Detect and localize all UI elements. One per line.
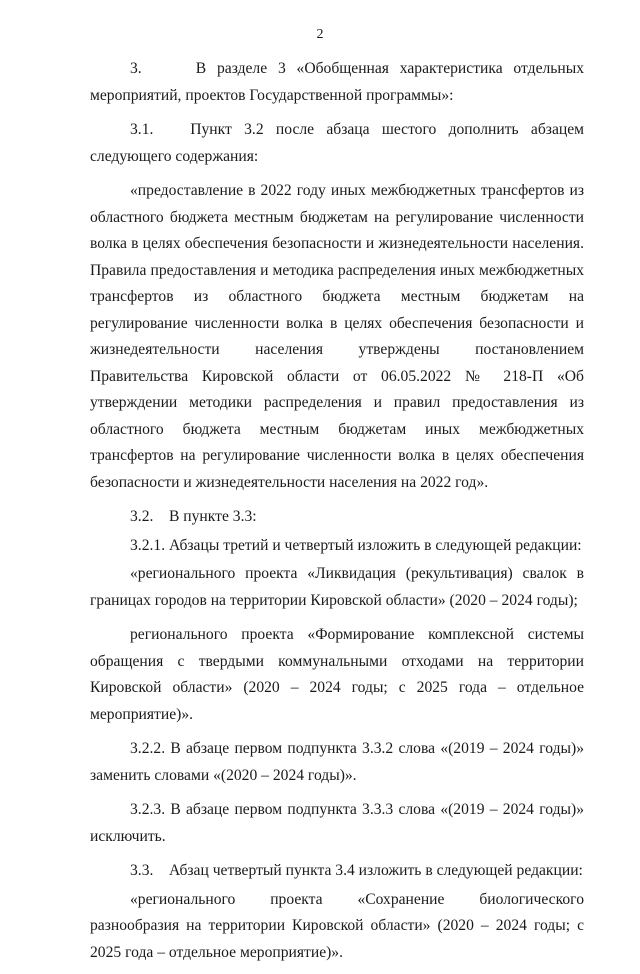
paragraph-3-2-1-project-2: регионального проекта «Формирование комплексной системы обращения с твердыми коммунальными отходами на территории Кировской области» (2020 – 2024 годы; с 2025 года – отдельное мероприятие)». (90, 626, 584, 723)
paragraph-3-2-1-project-1: «регионального проекта «Ликвидация (рекультивация) свалок в границах городов на территории Кировской области» (2020 – 2024 годы); (90, 565, 584, 609)
paragraph-3-3-quote: «регионального проекта «Сохранение биологического разнообразия на территории Кировской области» (2020 – 2024 годы; с 2025 года – отдельное мероприятие)». (90, 890, 584, 961)
paragraph-3-2-2: 3.2.2. В абзаце первом подпункта 3.3.2 слова «(2019 – 2024 годы)» заменить словами «(2020 – 2024 годы)». (90, 740, 584, 784)
paragraph-3-1: 3.1. Пункт 3.2 после абзаца шестого дополнить абзацем следующего содержания: (90, 121, 584, 165)
document-body (90, 56, 584, 974)
paragraph-3-3: 3.3. Абзац четвертый пункта 3.4 изложить в следующей редакции: (130, 862, 583, 879)
page-number: 2 (316, 27, 324, 42)
paragraph-3-2-1: 3.2.1. Абзацы третий и четвертый изложить в следующей редакции: (130, 536, 582, 554)
paragraph-3-1-quote: «предоставление в 2022 году иных межбюджетных трансфертов из областного бюджета местным бюджетам на регулирование численности волка в целях обеспечения безопасности и жизнедеятельности населения. Правила предоставления и методика распределения иных межбюджетных трансфертов из областного бюджета местным бюджетам на регулирование численности волка в целях обеспечения безопасности и жизнедеятельности населения утверждены постановлением Правительства Кировской области от 06.05.2022 № 218-П «Об утверждении методики распределения и правил предоставления из областного бюджета местным бюджетам иных межбюджетных трансфертов на регулирование численности волка в целях обеспечения безопасности и жизнедеятельности населения на 2022 год». (90, 182, 584, 491)
paragraph-3-2-3: 3.2.3. В абзаце первом подпункта 3.3.3 слова «(2019 – 2024 годы)» исключить. (90, 801, 584, 845)
paragraph-3-2: 3.2. В пункте 3.3: (130, 508, 257, 525)
paragraph-section-3: 3. В разделе 3 «Обобщенная характеристика отдельных мероприятий, проектов Государственной программы»: (90, 60, 584, 104)
